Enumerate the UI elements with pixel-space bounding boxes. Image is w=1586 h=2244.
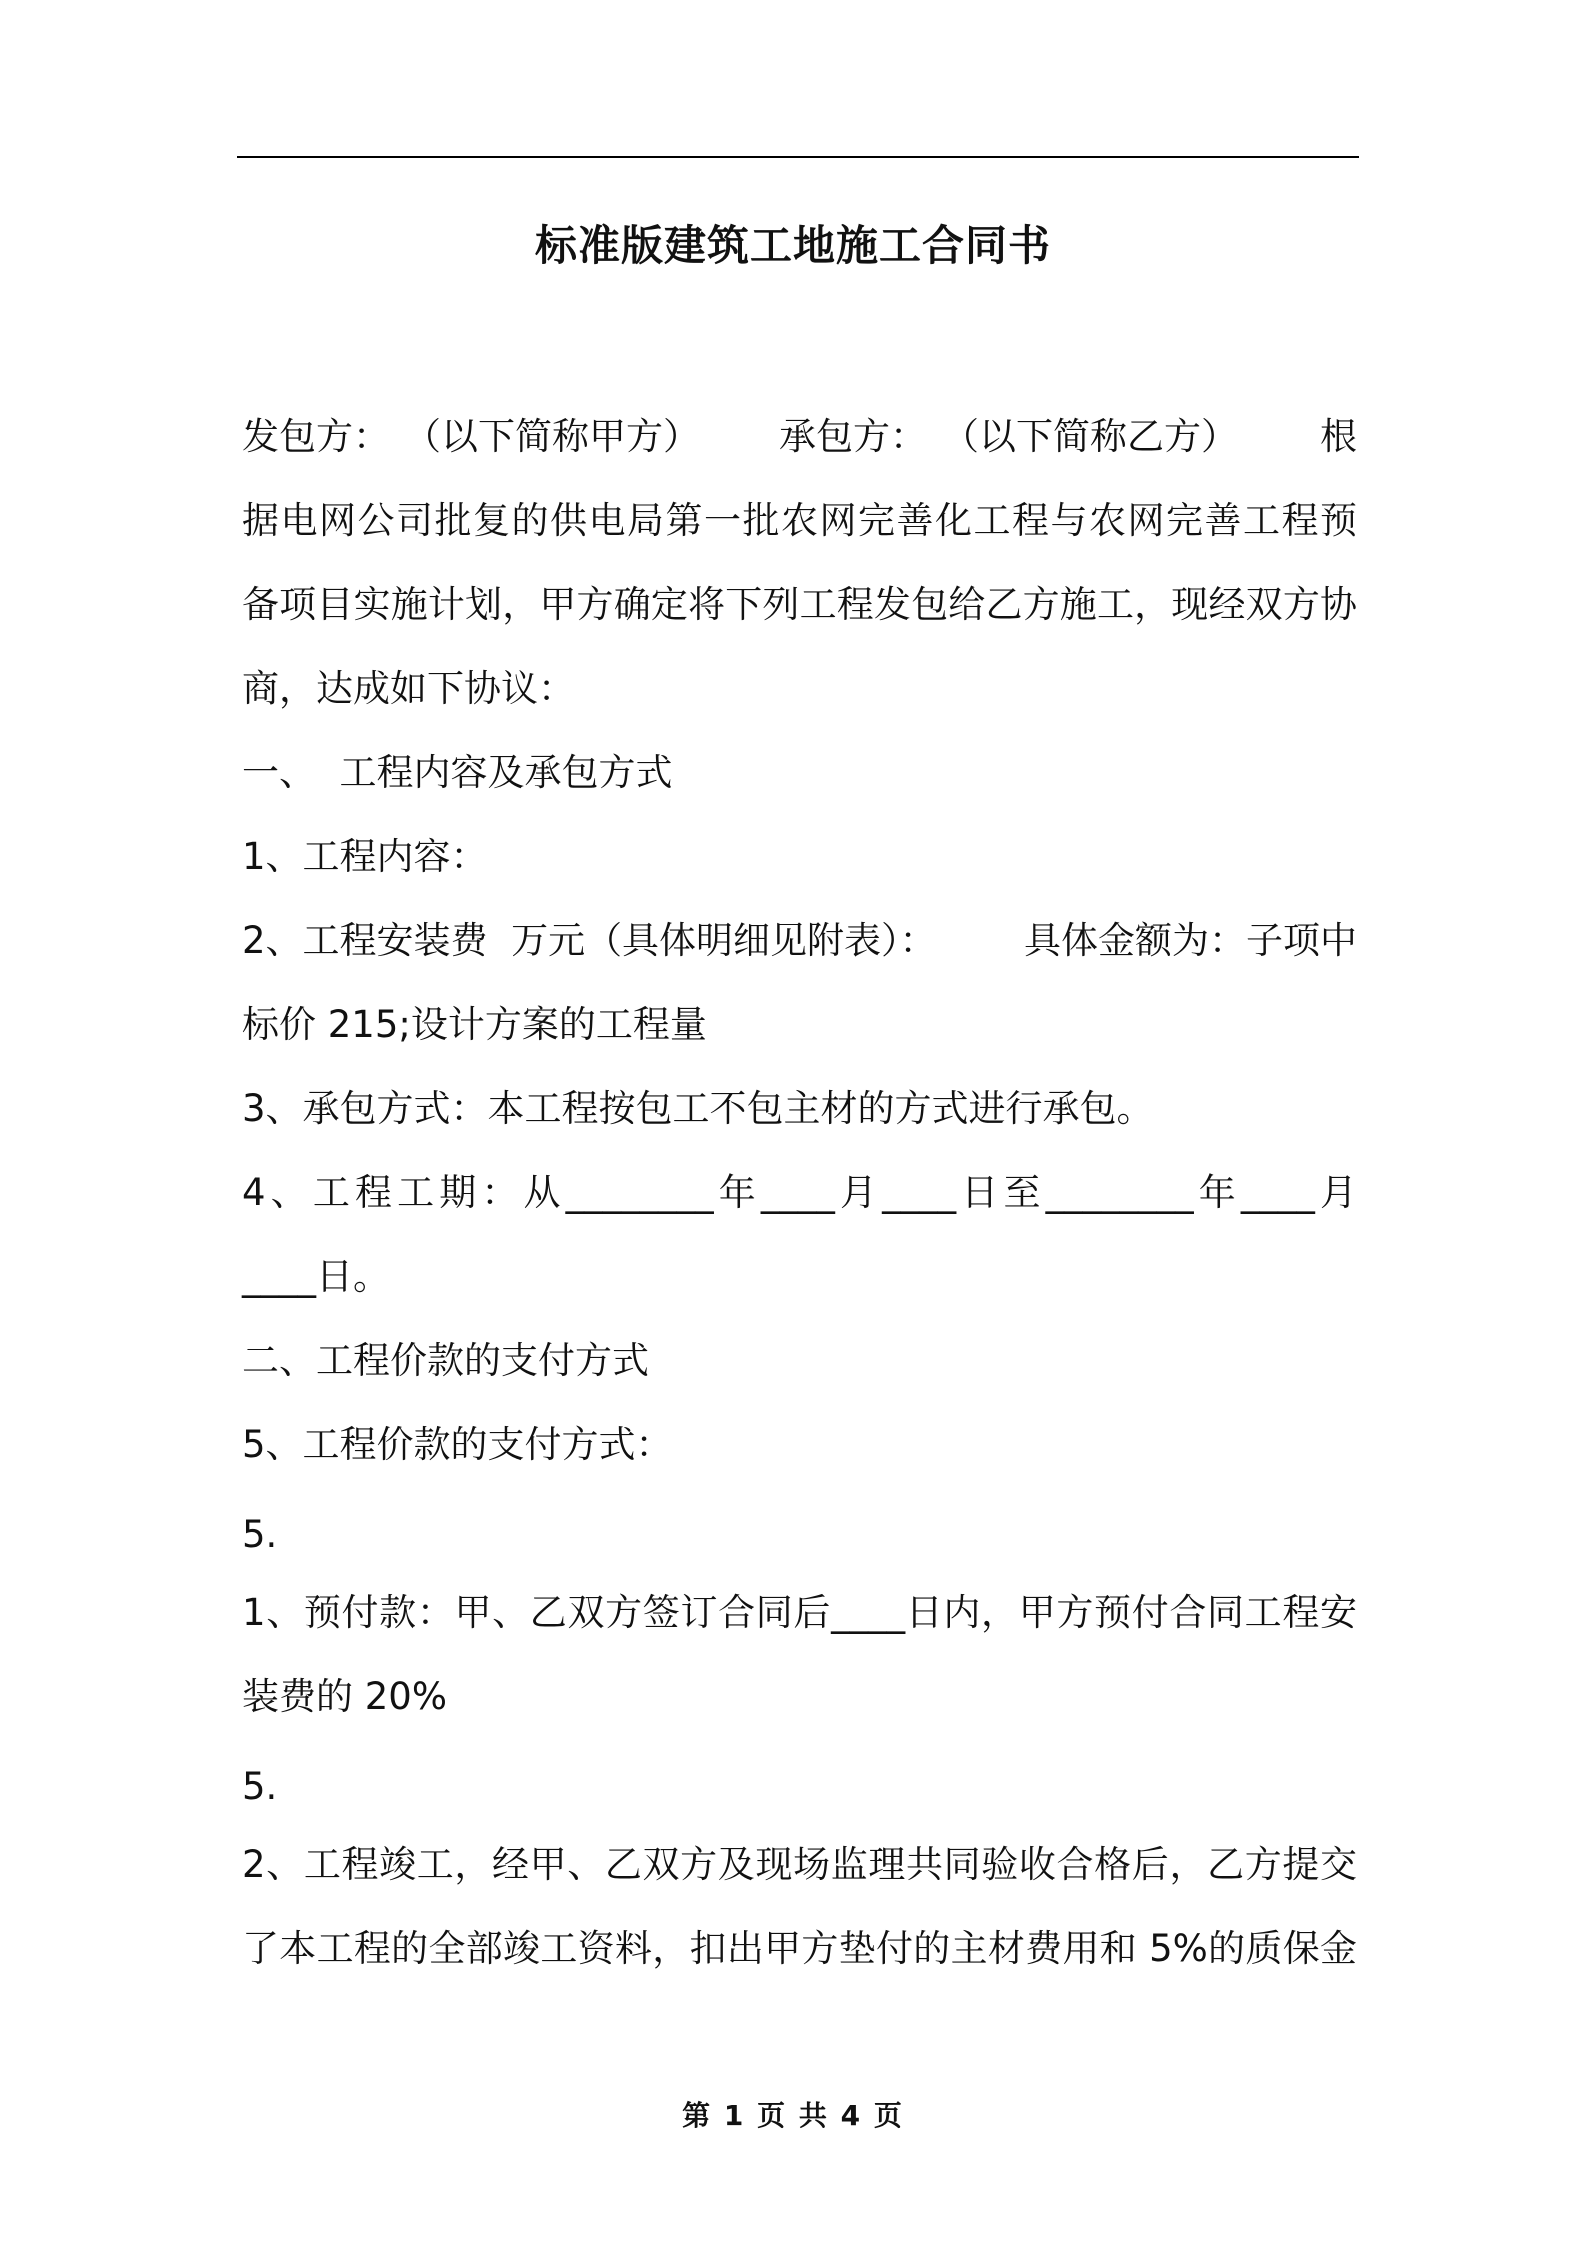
clause-2-continuation: 标价 215;设计方案的工程量 [242, 1003, 707, 1046]
document-title: 标准版建筑工地施工合同书 [534, 221, 1051, 270]
intro-continuation: 根 [1320, 415, 1357, 458]
clause-3: 3、承包方式：本工程按包工不包主材的方式进行承包。 [242, 1087, 1154, 1130]
page-indicator: 第 1 页 共 4 页 [682, 2099, 904, 2132]
clause-5-1: 1、预付款：甲、乙双方签订合同后____日内，甲方预付合同工程安 [242, 1591, 1357, 1634]
employer-abbreviation: （以下简称甲方） [404, 415, 700, 458]
clause-5-2: 2、工程竣工，经甲、乙双方及现场监理共同验收合格后，乙方提交 [242, 1843, 1357, 1886]
parties-line [242, 395, 1357, 479]
clause-5-1-number: 5. [242, 1513, 278, 1556]
clause-2-fee: 2、工程安装费 万元（具体明细见附表）： [242, 919, 937, 962]
employer-label: 发包方： [242, 415, 390, 458]
clause-1: 1、工程内容： [242, 835, 488, 878]
clause-2-amount: 具体金额为：子项中 [1024, 919, 1357, 962]
clause-5: 5、工程价款的支付方式： [242, 1423, 673, 1466]
intro-line: 据电网公司批复的供电局第一批农网完善化工程与农网完善工程预 [242, 499, 1357, 542]
intro-line: 商，达成如下协议： [242, 667, 575, 710]
clause-5-1-continuation: 装费的 20% [242, 1675, 447, 1718]
intro-line: 备项目实施计划，甲方确定将下列工程发包给乙方施工，现经双方协 [242, 583, 1357, 626]
header-rule [237, 156, 1359, 158]
section-heading-1: 一、 工程内容及承包方式 [242, 751, 673, 794]
clause-5-2-continuation: 了本工程的全部竣工资料，扣出甲方垫付的主材费用和 5%的质保金 [242, 1927, 1357, 1970]
clause-2 [242, 899, 1357, 983]
clause-4: 4、工程工期：从________年____月____日至________年____月 [242, 1171, 1357, 1214]
clause-5-2-number: 5. [242, 1765, 278, 1808]
section-heading-2: 二、工程价款的支付方式 [242, 1339, 649, 1382]
contractor-abbreviation: （以下简称乙方） [942, 415, 1238, 458]
clause-4-continuation: ____日。 [242, 1255, 390, 1298]
contractor-label: 承包方： [779, 415, 927, 458]
